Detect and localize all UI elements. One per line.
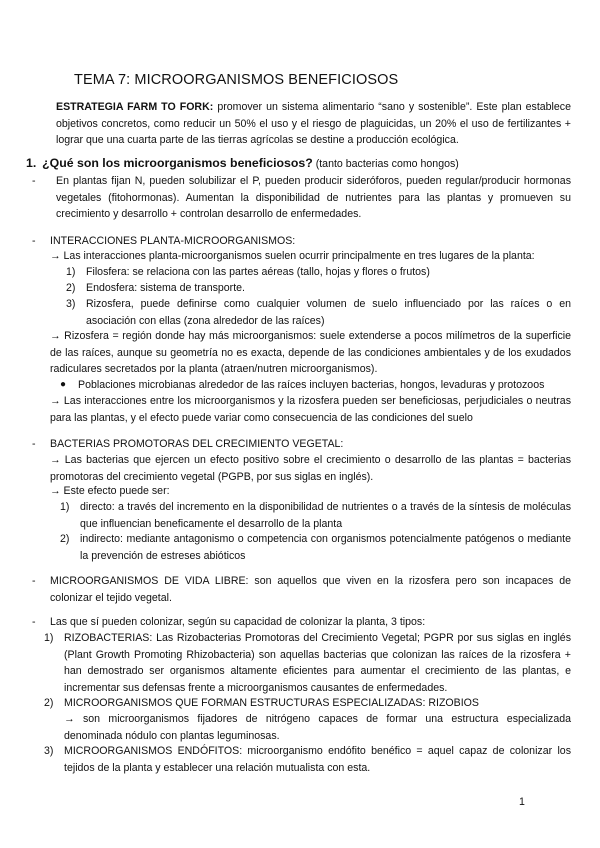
list-number: 2) [66, 282, 76, 294]
page-number: 1 [519, 796, 525, 808]
b3-lead: → Las bacterias que ejercen un efecto positivo sobre el crecimiento o desarrollo de las plantas = bacterias promotoras del crecimiento vegetal (PGPB, por sus siglas en inglés). [50, 454, 571, 483]
b2-lead: → Las interacciones planta-microorganismos suelen ocurrir principalmente en tres lugares de la planta: [50, 250, 535, 262]
intro-paragraph [56, 99, 571, 149]
dash-marker: - [32, 438, 36, 450]
list-item: Rizosfera, puede definirse como cualquier volumen de suelo influenciado por las raíces o en asociación con ellas (zona alrededor de las raíces) [86, 298, 571, 327]
list-number: 2) [60, 533, 70, 545]
dash-marker: - [32, 235, 36, 247]
list-number: 2) [44, 697, 54, 709]
b4-text: MICROORGANISMOS DE VIDA LIBRE: son aquellos que viven en la rizosfera pero son incapaces de colonizar el tejido vegetal. [50, 575, 571, 604]
list-number: 1) [44, 632, 54, 644]
list-number: 1) [66, 266, 76, 278]
section-number: 1. [26, 156, 37, 170]
intro-body: promover un sistema alimentario “sano y sostenible”. Este plan establece objetivos concretos, como reducir un 50% el uso y el riesgo de plaguicidas, un 20% el uso de fertilizantes + lograr que una cuarta parte de las tierras agrícolas se destine a producción ecológica. [56, 101, 571, 147]
list-item: RIZOBACTERIAS: Las Rizobacterias Promotoras del Crecimiento Vegetal; PGPR por sus siglas en inglés (Plant Growth Promoting Rhizobacteria) son aquellas bacterias que colonizan las raíces de la rizosfera + han demostrado ser organismos altamente eficientes para aumentar el crecimiento de las plantas, e incrementar sus defensas frente a microorganismos causantes de enfermedades. [64, 632, 571, 694]
dash-marker: - [32, 175, 36, 187]
b2-heading: INTERACCIONES PLANTA-MICROORGANISMOS: [50, 235, 296, 247]
list-item: MICROORGANISMOS ENDÓFITOS: microorganismo endófito benéfico = aquel capaz de colonizar los tejidos de la planta y establecer una relación mutualista con esta. [64, 745, 571, 774]
bullet-dot: ● [60, 379, 67, 390]
list-item: indirecto: mediante antagonismo o competencia con organismos potencialmente patógenos o mediante la prevención de estreses abióticos [80, 533, 571, 562]
b2-bullet-text: Poblaciones microbianas alrededor de las raíces incluyen bacterias, hongos, levaduras y protozoos [78, 379, 545, 391]
dash-marker: - [32, 575, 36, 587]
intro-lead: ESTRATEGIA FARM TO FORK: [56, 101, 214, 113]
list-item: MICROORGANISMOS QUE FORMAN ESTRUCTURAS ESPECIALIZADAS: RIZOBIOS [64, 697, 479, 709]
rizobios-detail: → son microorganismos fijadores de nitrógeno capaces de formar una estructura especializada denominada nódulo con plantas leguminosas. [64, 713, 571, 742]
list-number: 1) [60, 501, 70, 513]
list-item: Endosfera: sistema de transporte. [86, 282, 245, 294]
section-note: (tanto bacterias como hongos) [315, 158, 459, 170]
b3-heading: BACTERIAS PROMOTORAS DEL CRECIMIENTO VEGETAL: [50, 438, 344, 450]
section-1-heading [26, 155, 566, 173]
list-number: 3) [66, 298, 76, 310]
b2-closing: → Las interacciones entre los microorganismos y la rizosfera pueden ser beneficiosas, perjudiciales o neutras para las plantas, y el efecto puede variar como consecuencia de las condiciones del suelo [50, 395, 571, 424]
list-item: directo: a través del incremento en la disponibilidad de nutrientes o a través de la síntesis de moléculas que influencian beneficamente el desarrollo de la planta [80, 501, 571, 530]
b2-rizosfera: → Rizosfera = región donde hay más microorganismos: suele extenderse a pocos milímetros de la superficie de las raíces, aunque su geometría no es exacta, depende de las condiciones ambientales y de los exudados radiculares secretados por la planta (atraen/nutren microorganismos). [50, 330, 571, 376]
b3-lead2: → Este efecto puede ser: [50, 485, 170, 497]
dash-marker: - [32, 616, 36, 628]
b1-text: En plantas fijan N, pueden solubilizar el P, pueden producir sideróforos, pueden regular/producir hormonas vegetales (fitohormonas). Aumentan la disponibilidad de nutrientes para las plantas y promueven su crecimiento y desarrollo + controlan desarrollo de enfermedades. [56, 175, 571, 221]
list-number: 3) [44, 745, 54, 757]
section-question: ¿Qué son los microorganismos beneficiosos? [42, 156, 313, 170]
b5-lead: Las que sí pueden colonizar, según su capacidad de colonizar la planta, 3 tipos: [50, 616, 426, 628]
page-title: TEMA 7: MICROORGANISMOS BENEFICIOSOS [74, 72, 399, 88]
list-item: Filosfera: se relaciona con las partes aéreas (tallo, hojas y flores o frutos) [86, 266, 430, 278]
